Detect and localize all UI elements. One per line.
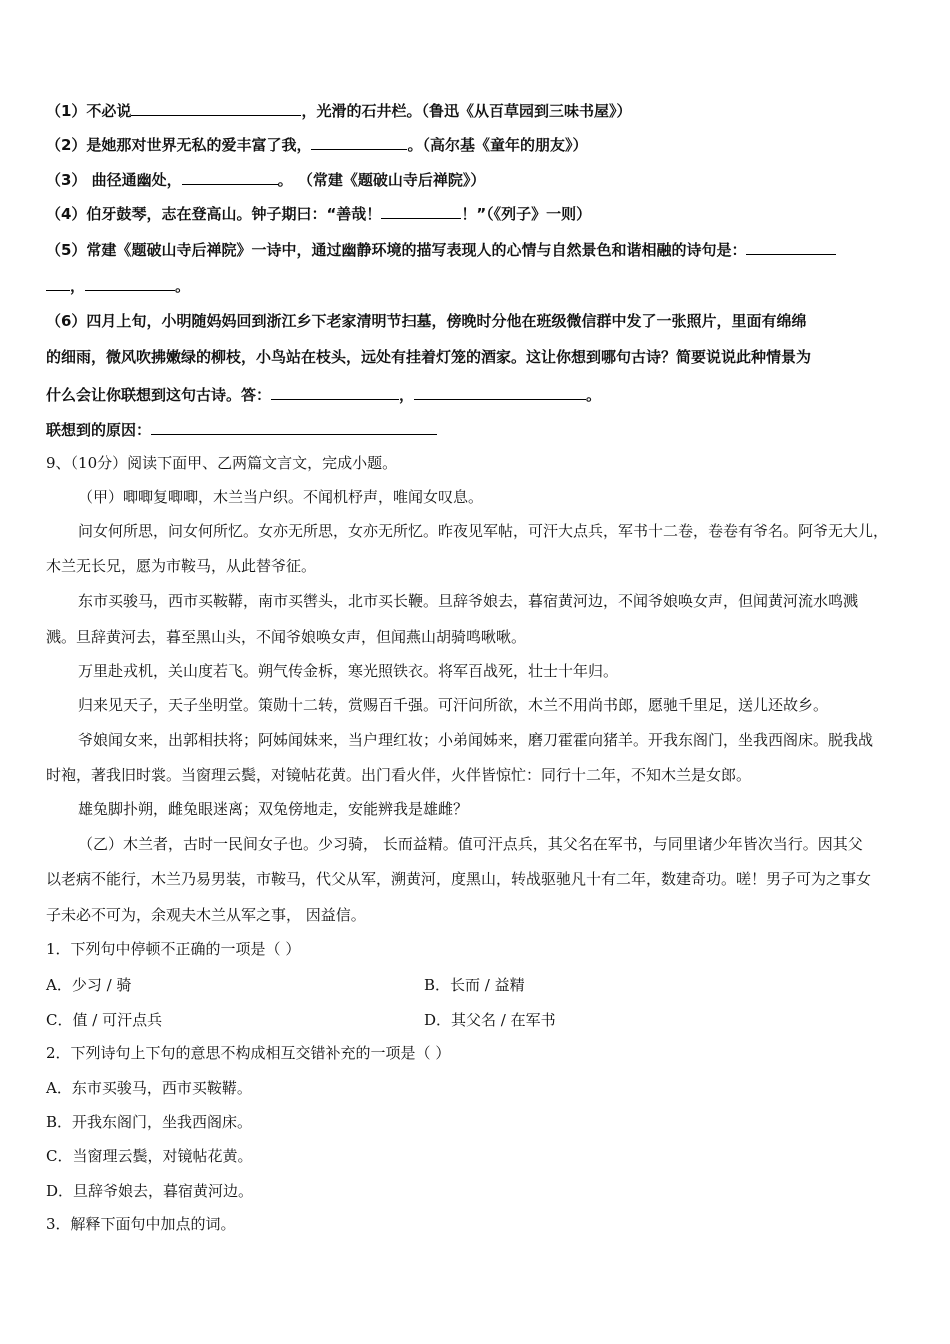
passage-jia-line: 问女何所思，问女何所忆。女亦无所思，女亦无所忆。昨夜见军帖，可汗大点兵，军书十二卷，卷卷有爷名。阿爷无大儿， xyxy=(78,522,889,540)
passage-jia-line: 雄兔脚扑朔，雌兔眼迷离；双兔傍地走，安能辨我是雄雌？ xyxy=(78,800,469,818)
sub1-options-row1 xyxy=(46,975,525,995)
passage-jia-line: 归来见天子，天子坐明堂。策勋十二转，赏赐百千强。可汗问所欲，木兰不用尚书郎，愿驰千里足，送儿还故乡。 xyxy=(78,696,829,714)
q9-header: 9、（10分）阅读下面甲、乙两篇文言文，完成小题。 xyxy=(46,454,398,472)
option-c[interactable]: C．当窗理云鬓，对镜帖花黄。 xyxy=(46,1147,253,1165)
passage-jia-line: （甲）唧唧复唧唧，木兰当户织。不闻机杼声，唯闻女叹息。 xyxy=(78,488,484,506)
fill-q1 xyxy=(46,101,631,121)
passage-yi-line: 以老病不能行，木兰乃易男装，市鞍马，代父从军，溯黄河，度黑山，转战驱驰凡十有二年，数建奇功。嗟！男子可为之事女 xyxy=(46,870,872,888)
option-d[interactable]: D．旦辞爷娘去，暮宿黄河边。 xyxy=(46,1182,254,1200)
answer-blank[interactable] xyxy=(85,276,175,291)
fill-q5 xyxy=(46,240,836,260)
answer-blank[interactable] xyxy=(414,385,586,400)
option-a[interactable]: A．东市买骏马，西市买鞍鞯。 xyxy=(46,1079,252,1097)
answer-blank[interactable] xyxy=(311,135,407,150)
sub1-options-row2 xyxy=(46,1010,556,1030)
fill-q5-text: （5）常建《题破山寺后禅院》一诗中，通过幽静环境的描写表现人的心情与自然景色和谐相融的诗句是： xyxy=(46,241,747,259)
fill-q3 xyxy=(46,170,485,190)
answer-blank[interactable] xyxy=(182,170,278,185)
fill-q6-comma: ， xyxy=(399,386,415,404)
answer-blank[interactable] xyxy=(271,385,399,400)
passage-yi-line: （乙）木兰者，古时一民间女子也。少习骑， 长而益精。值可汗点兵，其父名在军书，与同里诸少年皆次当行。因其父 xyxy=(78,835,863,853)
fill-q4 xyxy=(46,204,591,224)
fill-q1-text: （1）不必说 xyxy=(46,102,132,120)
fill-q6-line1: （6）四月上旬，小明随妈妈回到浙江乡下老家清明节扫墓，傍晚时分他在班级微信群中发了一张照片，里面有绵绵 xyxy=(46,312,807,330)
passage-jia-line: 万里赴戎机，关山度若飞。朔气传金柝，寒光照铁衣。将军百战死，壮士十年归。 xyxy=(78,662,619,680)
passage-jia-line: 东市买骏马，西市买鞍鞯，南市买辔头，北市买长鞭。旦辞爷娘去，暮宿黄河边，不闻爷娘唤女声，但闻黄河流水鸣溅 xyxy=(78,592,859,610)
fill-q6-line2: 的细雨，微风吹拂嫩绿的柳枝，小鸟站在枝头，远处有挂着灯笼的酒家。这让你想到哪句古诗？简要说说此种情景为 xyxy=(46,348,812,366)
option-b[interactable]: B．开我东阁门，坐我西阁床。 xyxy=(46,1113,253,1131)
fill-q5-cont xyxy=(46,276,190,296)
fill-q1-source: ，光滑的石井栏。（鲁迅《从百草园到三味书屋》） xyxy=(301,102,632,120)
answer-blank[interactable] xyxy=(46,276,70,291)
fill-q5-comma: ， xyxy=(70,277,86,295)
fill-q6-reason-label: 联想到的原因： xyxy=(46,421,152,439)
passage-jia-line: 溅。旦辞黄河去，暮至黑山头，不闻爷娘唤女声，但闻燕山胡骑鸣啾啾。 xyxy=(46,628,527,646)
passage-yi-line: 子未必不可为，余观夫木兰从军之事， 因益信。 xyxy=(46,906,366,924)
passage-jia-line: 木兰无长兄，愿为市鞍马，从此替爷征。 xyxy=(46,557,317,575)
fill-q6-answer-label: 什么会让你联想到这句古诗。答： xyxy=(46,386,272,404)
option-c[interactable]: C．值 / 可汗点兵 xyxy=(46,1011,163,1029)
fill-q4-text: （4）伯牙鼓琴，志在登高山。钟子期曰：“善哉！ xyxy=(46,205,382,223)
answer-blank[interactable] xyxy=(131,101,301,116)
answer-blank[interactable] xyxy=(151,420,437,435)
fill-q2-text: （2）是她那对世界无私的爱丰富了我， xyxy=(46,136,312,154)
fill-q3-source: 。 （常建《题破山寺后禅院》） xyxy=(277,171,486,189)
sub3-stem: 3．解释下面句中加点的词。 xyxy=(46,1215,236,1233)
fill-q6-period: 。 xyxy=(586,386,602,404)
answer-blank[interactable] xyxy=(746,240,836,255)
fill-q5-period: 。 xyxy=(175,277,191,295)
fill-q6-line4 xyxy=(46,420,437,440)
fill-q3-text: （3） 曲径通幽处， xyxy=(46,171,182,189)
option-b[interactable]: B．长而 / 益精 xyxy=(424,976,525,994)
sub2-stem: 2．下列诗句上下句的意思不构成相互交错补充的一项是（ ） xyxy=(46,1044,451,1062)
sub1-stem: 1．下列句中停顿不正确的一项是（ ） xyxy=(46,940,301,958)
fill-q6-line3 xyxy=(46,385,601,405)
passage-jia-line: 时袍，著我旧时裳。当窗理云鬓，对镜帖花黄。出门看火伴，火伴皆惊忙：同行十二年，不知木兰是女郎。 xyxy=(46,766,752,784)
option-d[interactable]: D．其父名 / 在军书 xyxy=(424,1011,556,1029)
fill-q2 xyxy=(46,135,587,155)
option-a[interactable]: A．少习 / 骑 xyxy=(46,976,132,994)
answer-blank[interactable] xyxy=(381,204,461,219)
passage-jia-line: 爷娘闻女来，出郭相扶将；阿姊闻妹来，当户理红妆；小弟闻姊来，磨刀霍霍向猪羊。开我东阁门，坐我西阁床。脱我战 xyxy=(78,731,874,749)
fill-q4-source: ！”（《列子》一则） xyxy=(461,205,592,223)
fill-q2-source: 。（高尔基《童年的朋友》） xyxy=(407,136,588,154)
